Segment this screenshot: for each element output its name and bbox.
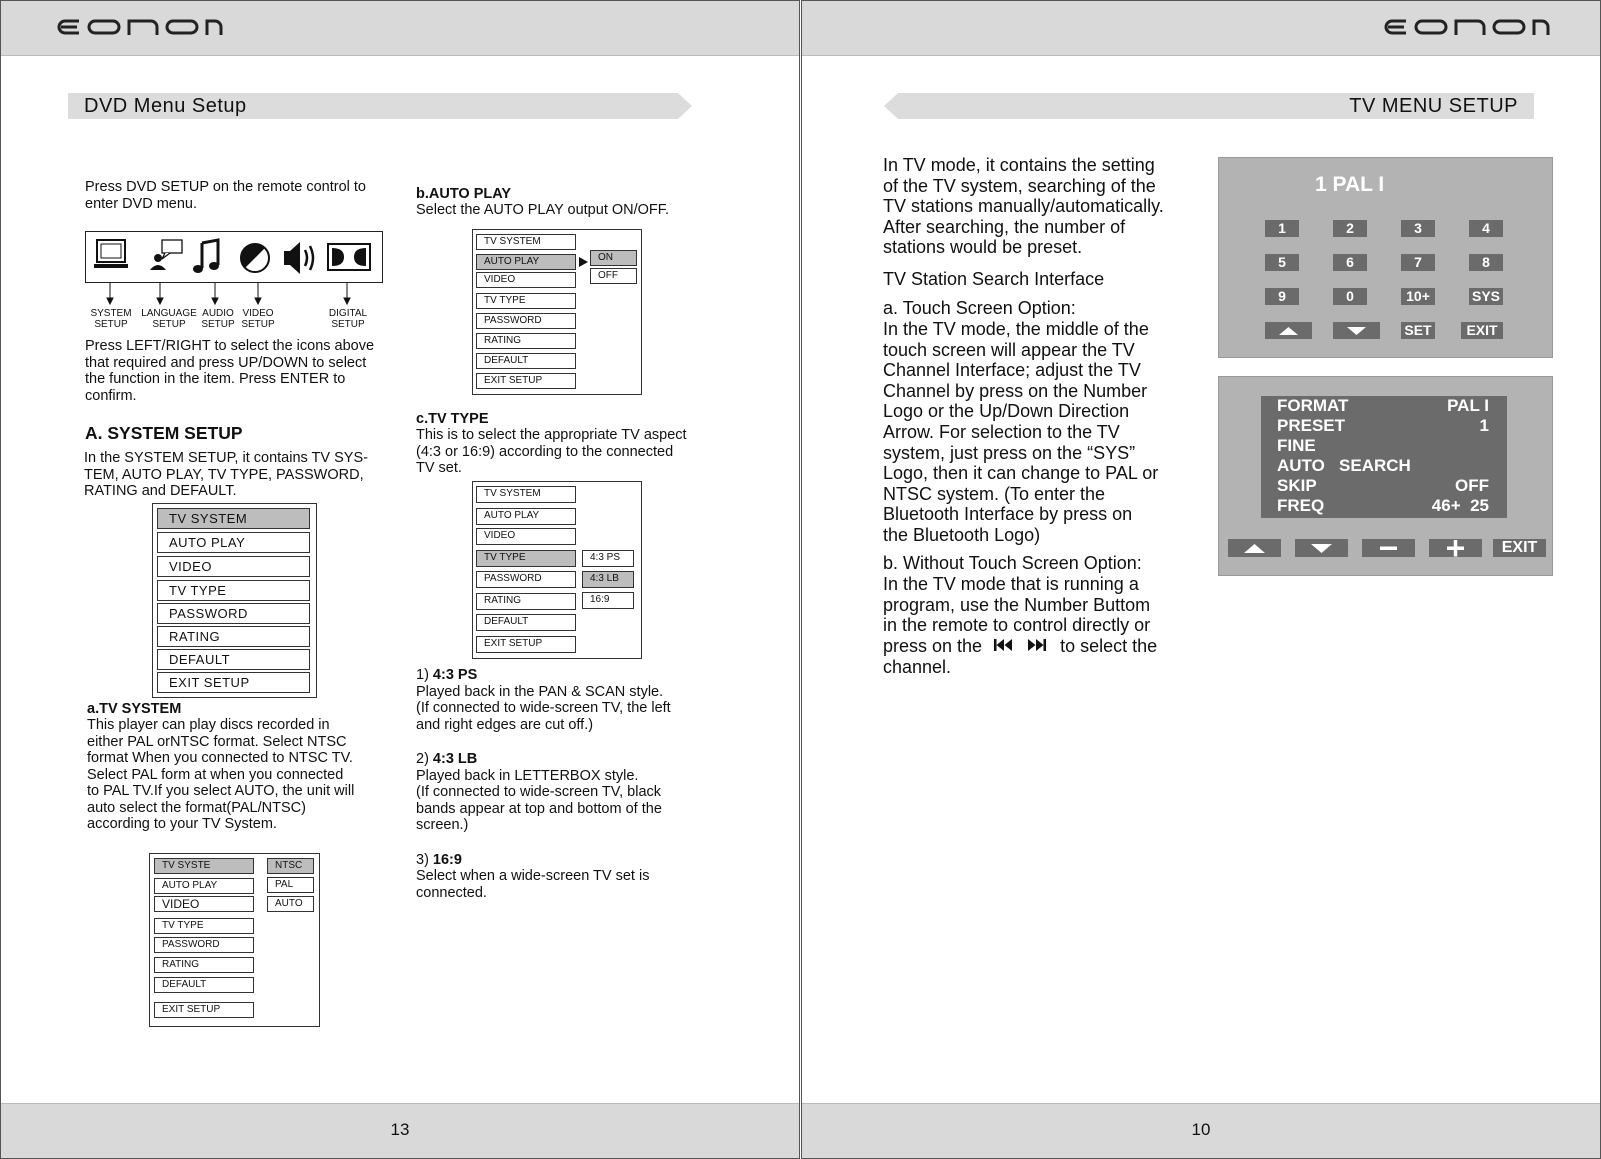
menu-item-rating[interactable]: RATING [476,593,576,610]
channel-down-button[interactable] [1333,322,1380,339]
left-page [0,0,800,1159]
auto-play-heading: b.AUTO PLAY [416,186,512,202]
contrast-icon[interactable] [241,244,269,272]
menu-item-password[interactable]: PASSWORD [157,603,310,624]
set-button[interactable]: SET [1401,322,1435,339]
icon-label-language: LANGUAGE SETUP [141,308,197,330]
monitor-icon[interactable] [94,240,128,268]
option-off[interactable]: OFF [590,268,637,284]
right-page [801,0,1601,1159]
tv-type-text: This is to select the appropriate TV aspect (4:3 or 16:9) according to the connected TV set. [416,427,687,476]
down-arrow-icon [1295,539,1348,557]
tv-type-heading: c.TV TYPE [416,411,489,427]
key-6[interactable]: 6 [1333,254,1367,271]
menu-item-exit-setup[interactable]: EXIT SETUP [154,1002,254,1018]
key-1[interactable]: 1 [1265,220,1299,237]
option-auto[interactable]: AUTO [267,896,314,912]
speaker-icon[interactable] [284,242,313,274]
setup-icon-strip [85,231,383,283]
menu-item-exit-setup[interactable]: EXIT SETUP [157,672,310,693]
menu-item-exit-setup[interactable]: EXIT SETUP [476,636,576,653]
minus-icon [1362,539,1415,557]
page-title: TV MENU SETUP [1349,95,1518,117]
option-pal[interactable]: PAL [267,877,314,893]
search-settings-box [1261,396,1507,518]
footer-bar [802,1103,1600,1158]
option-on[interactable]: ON [590,250,637,266]
menu-item-tv-type[interactable]: TV TYPE [157,580,310,601]
search-rows [1261,396,1507,516]
page-number: 10 [1191,1120,1211,1139]
exit-button[interactable]: EXIT [1461,322,1503,339]
navigation-text: Press LEFT/RIGHT to select the icons above that required and press UP/DOWN to select the function in the item. Press ENTER to confirm. [85,338,375,404]
tv-type-option-list [416,667,746,901]
touch-screen-heading: a. Touch Screen Option: [883,298,1076,318]
eonon-logo [55,15,225,39]
section-banner [898,93,1534,119]
page-number: 13 [390,1120,410,1139]
banner-arrow [678,93,692,119]
tv-channel-panel [1218,157,1553,358]
system-setup-text: In the SYSTEM SETUP, it contains TV SYS- TEM, AUTO PLAY, TV TYPE, PASSWORD, RATING and DEFAULT. [84,450,368,499]
tv-intro-text: In TV mode, it contains the setting of the TV system, searching of the TV stations manually/automatically. After searching, the number of stations would be preset. [883,155,1164,258]
search-plus-button[interactable] [1429,539,1482,557]
intro-text: Press DVD SETUP on the remote control to enter DVD menu. [85,179,366,212]
key-7[interactable]: 7 [1401,254,1435,271]
dolby-digital-icon[interactable] [328,244,370,270]
footer-bar [1,1103,799,1158]
menu-item-tv-system[interactable]: TV SYSTE [154,858,254,874]
key-5[interactable]: 5 [1265,254,1299,271]
menu-item-default[interactable]: DEFAULT [154,977,254,993]
tail-text-b: to select the [1060,636,1158,656]
item-label: 16:9 [432,851,462,868]
key-10-plus[interactable]: 10+ [1401,288,1435,305]
banner-arrow [884,93,898,119]
menu-item-rating[interactable]: RATING [157,626,310,647]
auto-play-text: Select the AUTO PLAY output ON/OFF. [416,202,670,218]
menu-item-tv-type[interactable]: TV TYPE [476,550,576,567]
system-setup-menu [152,503,317,698]
search-down-button[interactable] [1295,539,1348,557]
item-text: Played back in the PAN & SCAN style. (If connected to wide-screen TV, the left and right edges are cut off.) [416,683,671,733]
tv-system-text: This player can play discs recorded in either PAL orNTSC format. Select NTSC format When you connected to NTSC TV. Select PAL form at when you connected to PAL TV.If you select AUTO, the unit will auto select the format(PAL/NTSC) according to your TV System. [87,717,355,832]
pointer-triangle-icon [579,257,588,267]
menu-item-exit-setup[interactable]: EXIT SETUP [476,373,576,389]
menu-item-auto-play[interactable]: AUTO PLAY [157,532,310,553]
menu-item-auto-play[interactable]: AUTO PLAY [476,254,576,270]
tail-text-a: press on the [883,636,983,656]
key-4[interactable]: 4 [1469,220,1503,237]
without-touch-text: In the TV mode that is running a program, use the Number Buttom in the remote to control directly or [883,574,1151,636]
search-row-freq[interactable]: FREQ 46+ 25 [1277,496,1489,515]
without-touch-heading: b. Without Touch Screen Option: [883,553,1142,573]
icon-label-system: SYSTEM SETUP [90,308,132,330]
music-note-icon[interactable] [193,240,219,273]
menu-item-password[interactable]: PASSWORD [154,937,254,953]
header-bar [802,1,1600,56]
option-description [416,852,746,902]
icon-label-audio: AUDIO SETUP [201,308,235,330]
without-touch-last: channel. [883,657,952,677]
menu-item-password[interactable]: PASSWORD [476,571,576,588]
icon-label-digital: DIGITAL SETUP [328,308,368,330]
menu-item-tv-system[interactable]: TV SYSTEM [476,234,576,250]
plus-icon [1429,539,1482,557]
system-setup-heading: A. SYSTEM SETUP [85,423,243,443]
key-9[interactable]: 9 [1265,288,1299,305]
item-text: Select when a wide-screen TV set is connected. [416,868,650,901]
menu-item-rating[interactable]: RATING [154,957,254,973]
setup-icons [86,232,384,284]
option-4-3-lb[interactable]: 4:3 LB [582,571,634,588]
menu-item-rating[interactable]: RATING [476,333,576,349]
up-arrow-icon [1228,539,1281,557]
menu-item-video[interactable]: VIDEO [476,272,576,288]
search-minus-button[interactable] [1362,539,1415,557]
key-2[interactable]: 2 [1333,220,1367,237]
icon-label-video: VIDEO SETUP [241,308,275,330]
search-row-fine[interactable]: FINE [1277,436,1316,455]
menu-item-default[interactable]: DEFAULT [476,353,576,369]
option-description [416,667,746,733]
up-arrow-icon [1265,322,1312,339]
key-8[interactable]: 8 [1469,254,1503,271]
without-touch-tail [883,636,1157,657]
key-3[interactable]: 3 [1401,220,1435,237]
eonon-logo [1382,15,1552,39]
item-label: 4:3 PS [432,667,478,683]
option-description [416,751,746,834]
icon-pointer-lines [85,283,383,307]
search-row-skip[interactable]: SKIP OFF [1277,476,1489,495]
option-4-3-ps[interactable]: 4:3 PS [582,550,634,567]
tv-system-heading: a.TV SYSTEM [87,701,182,717]
menu-item-video[interactable]: VIDEO [154,896,254,912]
item-prefix: 2) [416,751,433,767]
search-row-auto-search[interactable]: AUTO SEARCH [1277,456,1411,475]
menu-item-tv-type[interactable]: TV TYPE [154,918,254,934]
menu-item-tv-system[interactable]: TV SYSTEM [157,508,310,529]
option-ntsc[interactable]: NTSC [267,858,314,874]
page-title: DVD Menu Setup [84,95,247,117]
touch-screen-text: In the TV mode, the middle of the touch screen will appear the TV Channel Interface; adjust the TV Channel by press on the Number Logo or the Up/Down Direction Arrow. For selection to the TV system, just press on the “SYS” Logo, then it can change to PAL or NTSC system. (To enter the Bluetooth Interface by press on the Bluetooth Logo) [883,319,1159,545]
item-prefix: 1) [416,667,433,683]
search-up-button[interactable] [1228,539,1281,557]
item-text: Played back in LETTERBOX style. (If connected to wide-screen TV, black bands appear at top and bottom of the screen.) [416,767,662,833]
channel-display: 1 PAL I [1315,173,1385,196]
search-interface-heading: TV Station Search Interface [883,269,1105,289]
skip-prev-next-icon [992,638,1050,652]
menu-item-tv-system[interactable]: TV SYSTEM [476,486,576,503]
search-row-preset[interactable]: PRESET 1 [1277,416,1489,435]
tv-system-menu [149,853,320,1027]
menu-item-default[interactable]: DEFAULT [476,614,576,631]
speech-person-icon[interactable] [150,240,182,270]
menu-item-password[interactable]: PASSWORD [476,313,576,329]
tv-search-panel [1218,376,1553,576]
channel-up-button[interactable] [1265,322,1312,339]
search-row-format[interactable]: FORMAT PAL I [1277,396,1489,415]
item-prefix: 3) [416,851,433,868]
header-bar [1,1,799,56]
search-exit-button[interactable]: EXIT [1493,539,1546,557]
menu-item-tv-type[interactable]: TV TYPE [476,293,576,309]
item-label: 4:3 LB [432,751,478,767]
menu-item-auto-play[interactable]: AUTO PLAY [476,508,576,525]
down-arrow-icon [1333,322,1380,339]
key-sys[interactable]: SYS [1469,288,1503,305]
menu-item-default[interactable]: DEFAULT [157,649,310,670]
key-0[interactable]: 0 [1333,288,1367,305]
option-16-9[interactable]: 16:9 [582,592,634,609]
section-banner [68,93,678,119]
auto-play-menu [472,229,642,395]
menu-item-video[interactable]: VIDEO [476,528,576,545]
tv-type-menu [472,481,642,659]
menu-item-video[interactable]: VIDEO [157,556,310,577]
menu-item-auto-play[interactable]: AUTO PLAY [154,878,254,894]
